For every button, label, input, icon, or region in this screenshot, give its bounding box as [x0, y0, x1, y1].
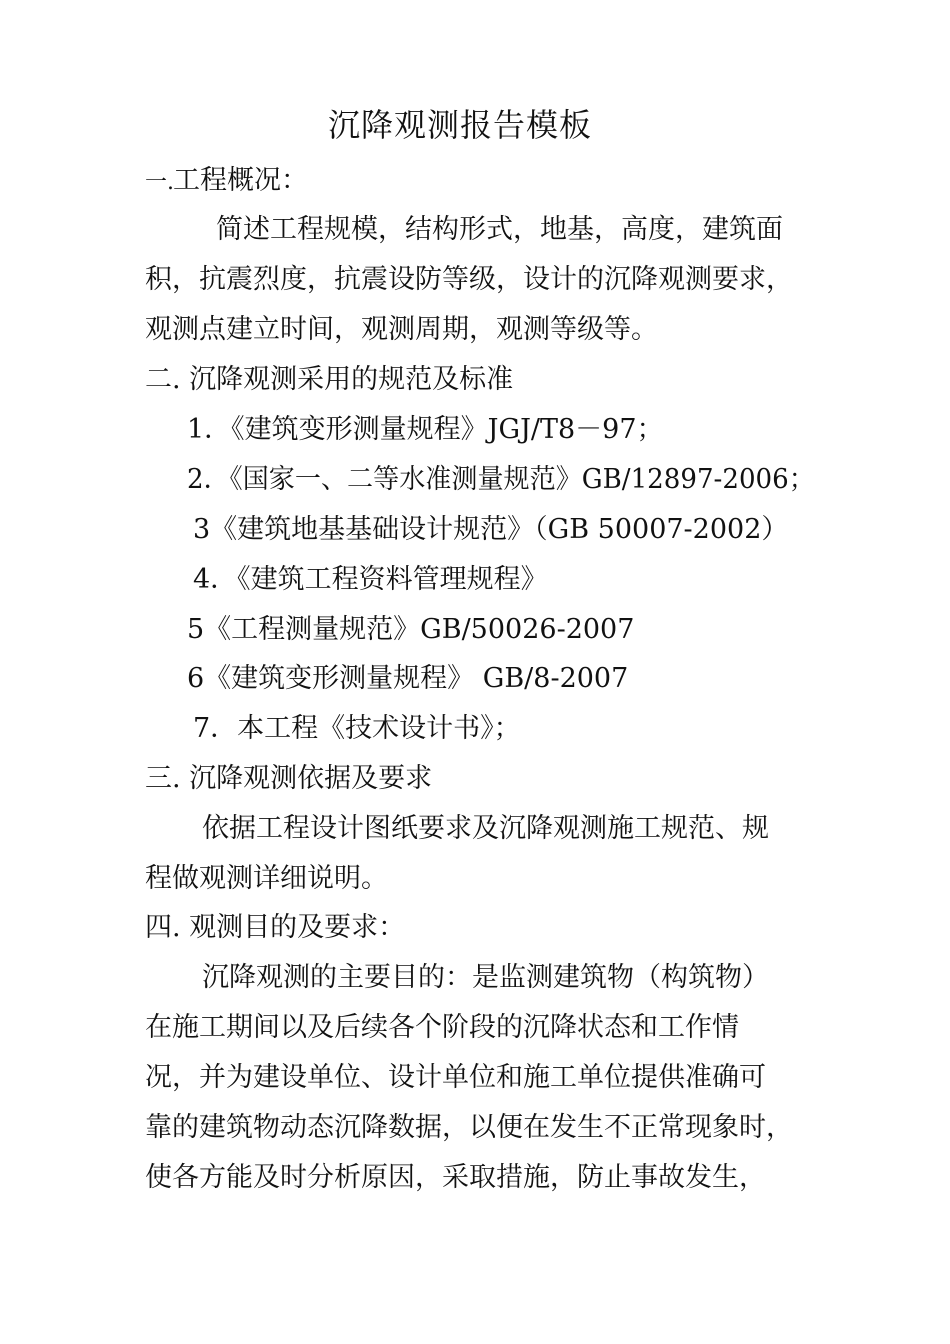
standard-list-item: 6《建筑变形测量规程》 GB/8-2007 [187, 663, 629, 694]
standard-list-item: 2．《国家一、二等水准测量规范》GB/12897-2006； [187, 464, 815, 495]
section-1-paragraph-line-1: 简述工程规模，结构形式，地基，高度，建筑面 [216, 214, 783, 245]
section-3-paragraph-line-2: 程做观测详细说明。 [145, 863, 388, 894]
section-1-paragraph-line-3: 观测点建立时间，观测周期，观测等级等。 [145, 314, 658, 345]
section-2-heading: 二. 沉降观测采用的规范及标准 [145, 364, 514, 395]
section-3-paragraph-line-1: 依据工程设计图纸要求及沉降观测施工规范、规 [202, 813, 769, 844]
section-1-number: 一. [145, 170, 174, 195]
page-title: 沉降观测报告模板 [327, 106, 592, 144]
section-3-heading: 三. 沉降观测依据及要求 [145, 763, 433, 794]
section-4-heading: 四. 观测目的及要求： [145, 912, 406, 943]
section-1-heading: 工程概况： [173, 165, 308, 196]
standard-list-item: 7．本工程《技术设计书》； [193, 713, 521, 744]
standard-list-item: 1．《建筑变形测量规程》JGJ/T8－97； [187, 414, 664, 445]
section-4-paragraph-line-5: 使各方能及时分析原因，采取措施，防止事故发生， [145, 1162, 766, 1193]
section-4-paragraph-line-3: 况，并为建设单位、设计单位和施工单位提供准确可 [145, 1062, 766, 1093]
standard-list-item: 3《建筑地基基础设计规范》（GB 50007-2002） [193, 514, 789, 545]
section-4-paragraph-line-1: 沉降观测的主要目的：是监测建筑物（构筑物） [202, 962, 769, 993]
standard-list-item: 5《工程测量规范》GB/50026-2007 [187, 614, 635, 645]
section-4-paragraph-line-4: 靠的建筑物动态沉降数据，以便在发生不正常现象时， [145, 1112, 793, 1143]
section-1-paragraph-line-2: 积，抗震烈度，抗震设防等级，设计的沉降观测要求， [145, 264, 793, 295]
section-4-paragraph-line-2: 在施工期间以及后续各个阶段的沉降状态和工作情 [145, 1012, 739, 1043]
standard-list-item: 4．《建筑工程资料管理规程》 [193, 564, 548, 595]
